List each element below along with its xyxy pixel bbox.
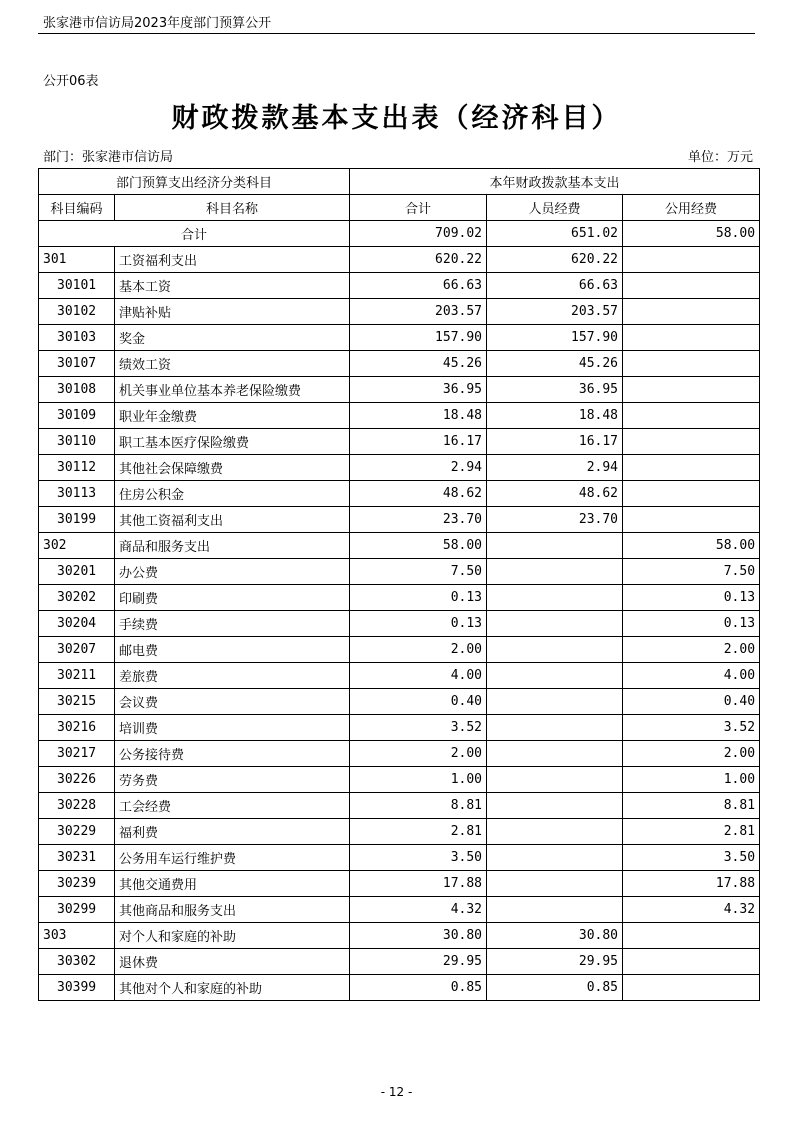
row-personnel	[487, 715, 623, 741]
row-code: 30108	[39, 377, 115, 403]
row-personnel: 16.17	[487, 429, 623, 455]
row-total: 58.00	[350, 533, 487, 559]
row-public	[623, 247, 760, 273]
row-total: 36.95	[350, 377, 487, 403]
row-personnel	[487, 637, 623, 663]
row-public	[623, 923, 760, 949]
row-total: 30.80	[350, 923, 487, 949]
table-row	[39, 351, 760, 377]
table-row	[39, 325, 760, 351]
row-code: 30204	[39, 611, 115, 637]
table-row	[39, 559, 760, 585]
table-row	[39, 507, 760, 533]
row-code: 30103	[39, 325, 115, 351]
row-public: 2.00	[623, 741, 760, 767]
row-name: 住房公积金	[115, 481, 350, 507]
row-public	[623, 377, 760, 403]
row-public	[623, 429, 760, 455]
row-code: 30113	[39, 481, 115, 507]
row-name: 奖金	[115, 325, 350, 351]
table-row	[39, 481, 760, 507]
row-name: 其他对个人和家庭的补助	[115, 975, 350, 1001]
row-public	[623, 403, 760, 429]
row-total: 3.52	[350, 715, 487, 741]
row-name: 公务用车运行维护费	[115, 845, 350, 871]
column-header-code: 科目编码	[39, 195, 115, 221]
row-public	[623, 975, 760, 1001]
total-row-label: 合计	[39, 221, 350, 247]
budget-table	[38, 168, 760, 1001]
row-name: 办公费	[115, 559, 350, 585]
row-code: 30239	[39, 871, 115, 897]
row-public: 2.81	[623, 819, 760, 845]
row-code: 30217	[39, 741, 115, 767]
unit-label: 单位：万元	[687, 150, 753, 165]
row-code: 30299	[39, 897, 115, 923]
row-personnel	[487, 897, 623, 923]
row-total: 4.32	[350, 897, 487, 923]
row-total: 4.00	[350, 663, 487, 689]
row-personnel: 157.90	[487, 325, 623, 351]
row-code: 30112	[39, 455, 115, 481]
row-public: 8.81	[623, 793, 760, 819]
row-public	[623, 325, 760, 351]
department-label: 部门：张家港市信访局	[43, 150, 174, 165]
row-code: 30201	[39, 559, 115, 585]
row-personnel: 45.26	[487, 351, 623, 377]
row-name: 劳务费	[115, 767, 350, 793]
table-row	[39, 975, 760, 1001]
table-row	[39, 637, 760, 663]
row-public	[623, 507, 760, 533]
row-code: 301	[39, 247, 115, 273]
row-name: 职工基本医疗保险缴费	[115, 429, 350, 455]
table-row	[39, 533, 760, 559]
row-name: 绩效工资	[115, 351, 350, 377]
row-public: 58.00	[623, 533, 760, 559]
row-total: 45.26	[350, 351, 487, 377]
row-total: 2.81	[350, 819, 487, 845]
row-public	[623, 299, 760, 325]
column-header-personnel: 人员经费	[487, 195, 623, 221]
table-row	[39, 923, 760, 949]
row-personnel: 23.70	[487, 507, 623, 533]
row-name: 其他商品和服务支出	[115, 897, 350, 923]
row-name: 培训费	[115, 715, 350, 741]
row-total: 8.81	[350, 793, 487, 819]
row-code: 30215	[39, 689, 115, 715]
row-public: 0.13	[623, 611, 760, 637]
row-code: 30228	[39, 793, 115, 819]
row-code: 302	[39, 533, 115, 559]
row-code: 30302	[39, 949, 115, 975]
row-personnel: 620.22	[487, 247, 623, 273]
row-total: 0.40	[350, 689, 487, 715]
row-public	[623, 351, 760, 377]
row-name: 手续费	[115, 611, 350, 637]
row-personnel	[487, 689, 623, 715]
row-personnel: 0.85	[487, 975, 623, 1001]
group-header-classification: 部门预算支出经济分类科目	[39, 169, 350, 195]
row-total: 1.00	[350, 767, 487, 793]
row-code: 30107	[39, 351, 115, 377]
row-code: 303	[39, 923, 115, 949]
row-public: 7.50	[623, 559, 760, 585]
table-row	[39, 741, 760, 767]
row-total: 23.70	[350, 507, 487, 533]
row-public: 3.50	[623, 845, 760, 871]
row-personnel: 29.95	[487, 949, 623, 975]
row-personnel: 18.48	[487, 403, 623, 429]
row-total: 0.85	[350, 975, 487, 1001]
row-name: 其他社会保障缴费	[115, 455, 350, 481]
total-row-public: 58.00	[623, 221, 760, 247]
row-code: 30216	[39, 715, 115, 741]
row-total: 203.57	[350, 299, 487, 325]
row-code: 30399	[39, 975, 115, 1001]
table-row	[39, 585, 760, 611]
row-personnel	[487, 585, 623, 611]
total-row-total: 709.02	[350, 221, 487, 247]
row-name: 邮电费	[115, 637, 350, 663]
row-personnel: 48.62	[487, 481, 623, 507]
page-title: 财政拨款基本支出表（经济科目）	[171, 103, 622, 134]
row-name: 职业年金缴费	[115, 403, 350, 429]
row-code: 30101	[39, 273, 115, 299]
row-personnel: 30.80	[487, 923, 623, 949]
row-name: 工会经费	[115, 793, 350, 819]
row-name: 对个人和家庭的补助	[115, 923, 350, 949]
row-personnel: 66.63	[487, 273, 623, 299]
row-personnel	[487, 871, 623, 897]
row-personnel: 203.57	[487, 299, 623, 325]
row-name: 印刷费	[115, 585, 350, 611]
header-rule	[38, 33, 755, 34]
row-public	[623, 949, 760, 975]
row-personnel	[487, 845, 623, 871]
row-code: 30110	[39, 429, 115, 455]
row-code: 30202	[39, 585, 115, 611]
row-public	[623, 481, 760, 507]
table-row	[39, 767, 760, 793]
row-total: 16.17	[350, 429, 487, 455]
table-row	[39, 793, 760, 819]
row-public	[623, 455, 760, 481]
table-row	[39, 429, 760, 455]
total-row-personnel: 651.02	[487, 221, 623, 247]
total-row	[39, 221, 760, 247]
page-number: - 12 -	[380, 1085, 413, 1099]
row-name: 福利费	[115, 819, 350, 845]
row-public: 1.00	[623, 767, 760, 793]
row-total: 66.63	[350, 273, 487, 299]
table-row	[39, 377, 760, 403]
row-total: 18.48	[350, 403, 487, 429]
row-total: 620.22	[350, 247, 487, 273]
table-row	[39, 949, 760, 975]
table-number: 公开06表	[43, 74, 99, 89]
row-code: 30226	[39, 767, 115, 793]
row-personnel: 2.94	[487, 455, 623, 481]
row-public: 17.88	[623, 871, 760, 897]
row-total: 7.50	[350, 559, 487, 585]
column-header-public: 公用经费	[623, 195, 760, 221]
row-personnel	[487, 819, 623, 845]
row-public: 0.40	[623, 689, 760, 715]
column-header-name: 科目名称	[115, 195, 350, 221]
row-name: 其他交通费用	[115, 871, 350, 897]
row-personnel	[487, 533, 623, 559]
group-header-appropriation: 本年财政拨款基本支出	[350, 169, 760, 195]
row-code: 30102	[39, 299, 115, 325]
row-personnel	[487, 767, 623, 793]
table-row	[39, 273, 760, 299]
row-code: 30109	[39, 403, 115, 429]
page-header: 张家港市信访局2023年度部门预算公开	[43, 16, 272, 31]
table-row	[39, 897, 760, 923]
row-public: 4.00	[623, 663, 760, 689]
table-row	[39, 403, 760, 429]
row-code: 30207	[39, 637, 115, 663]
row-name: 津贴补贴	[115, 299, 350, 325]
table-column-header-row	[39, 195, 760, 221]
row-total: 48.62	[350, 481, 487, 507]
row-total: 29.95	[350, 949, 487, 975]
row-personnel: 36.95	[487, 377, 623, 403]
table-row	[39, 845, 760, 871]
row-name: 其他工资福利支出	[115, 507, 350, 533]
row-code: 30199	[39, 507, 115, 533]
row-total: 157.90	[350, 325, 487, 351]
table-row	[39, 299, 760, 325]
table-row	[39, 715, 760, 741]
row-public: 3.52	[623, 715, 760, 741]
row-total: 3.50	[350, 845, 487, 871]
row-public	[623, 273, 760, 299]
row-name: 差旅费	[115, 663, 350, 689]
row-code: 30229	[39, 819, 115, 845]
row-name: 会议费	[115, 689, 350, 715]
row-name: 工资福利支出	[115, 247, 350, 273]
row-public: 4.32	[623, 897, 760, 923]
table-row	[39, 611, 760, 637]
table-row	[39, 455, 760, 481]
row-personnel	[487, 793, 623, 819]
table-row	[39, 247, 760, 273]
row-total: 17.88	[350, 871, 487, 897]
row-personnel	[487, 611, 623, 637]
row-personnel	[487, 741, 623, 767]
table-row	[39, 689, 760, 715]
row-name: 基本工资	[115, 273, 350, 299]
row-name: 公务接待费	[115, 741, 350, 767]
row-code: 30211	[39, 663, 115, 689]
row-code: 30231	[39, 845, 115, 871]
row-total: 2.00	[350, 637, 487, 663]
row-total: 2.94	[350, 455, 487, 481]
row-public: 0.13	[623, 585, 760, 611]
row-public: 2.00	[623, 637, 760, 663]
table-group-header-row	[39, 169, 760, 195]
row-total: 2.00	[350, 741, 487, 767]
row-personnel	[487, 663, 623, 689]
row-name: 机关事业单位基本养老保险缴费	[115, 377, 350, 403]
row-total: 0.13	[350, 585, 487, 611]
column-header-total: 合计	[350, 195, 487, 221]
table-row	[39, 663, 760, 689]
table-row	[39, 871, 760, 897]
table-row	[39, 819, 760, 845]
row-name: 退休费	[115, 949, 350, 975]
row-total: 0.13	[350, 611, 487, 637]
row-personnel	[487, 559, 623, 585]
row-name: 商品和服务支出	[115, 533, 350, 559]
